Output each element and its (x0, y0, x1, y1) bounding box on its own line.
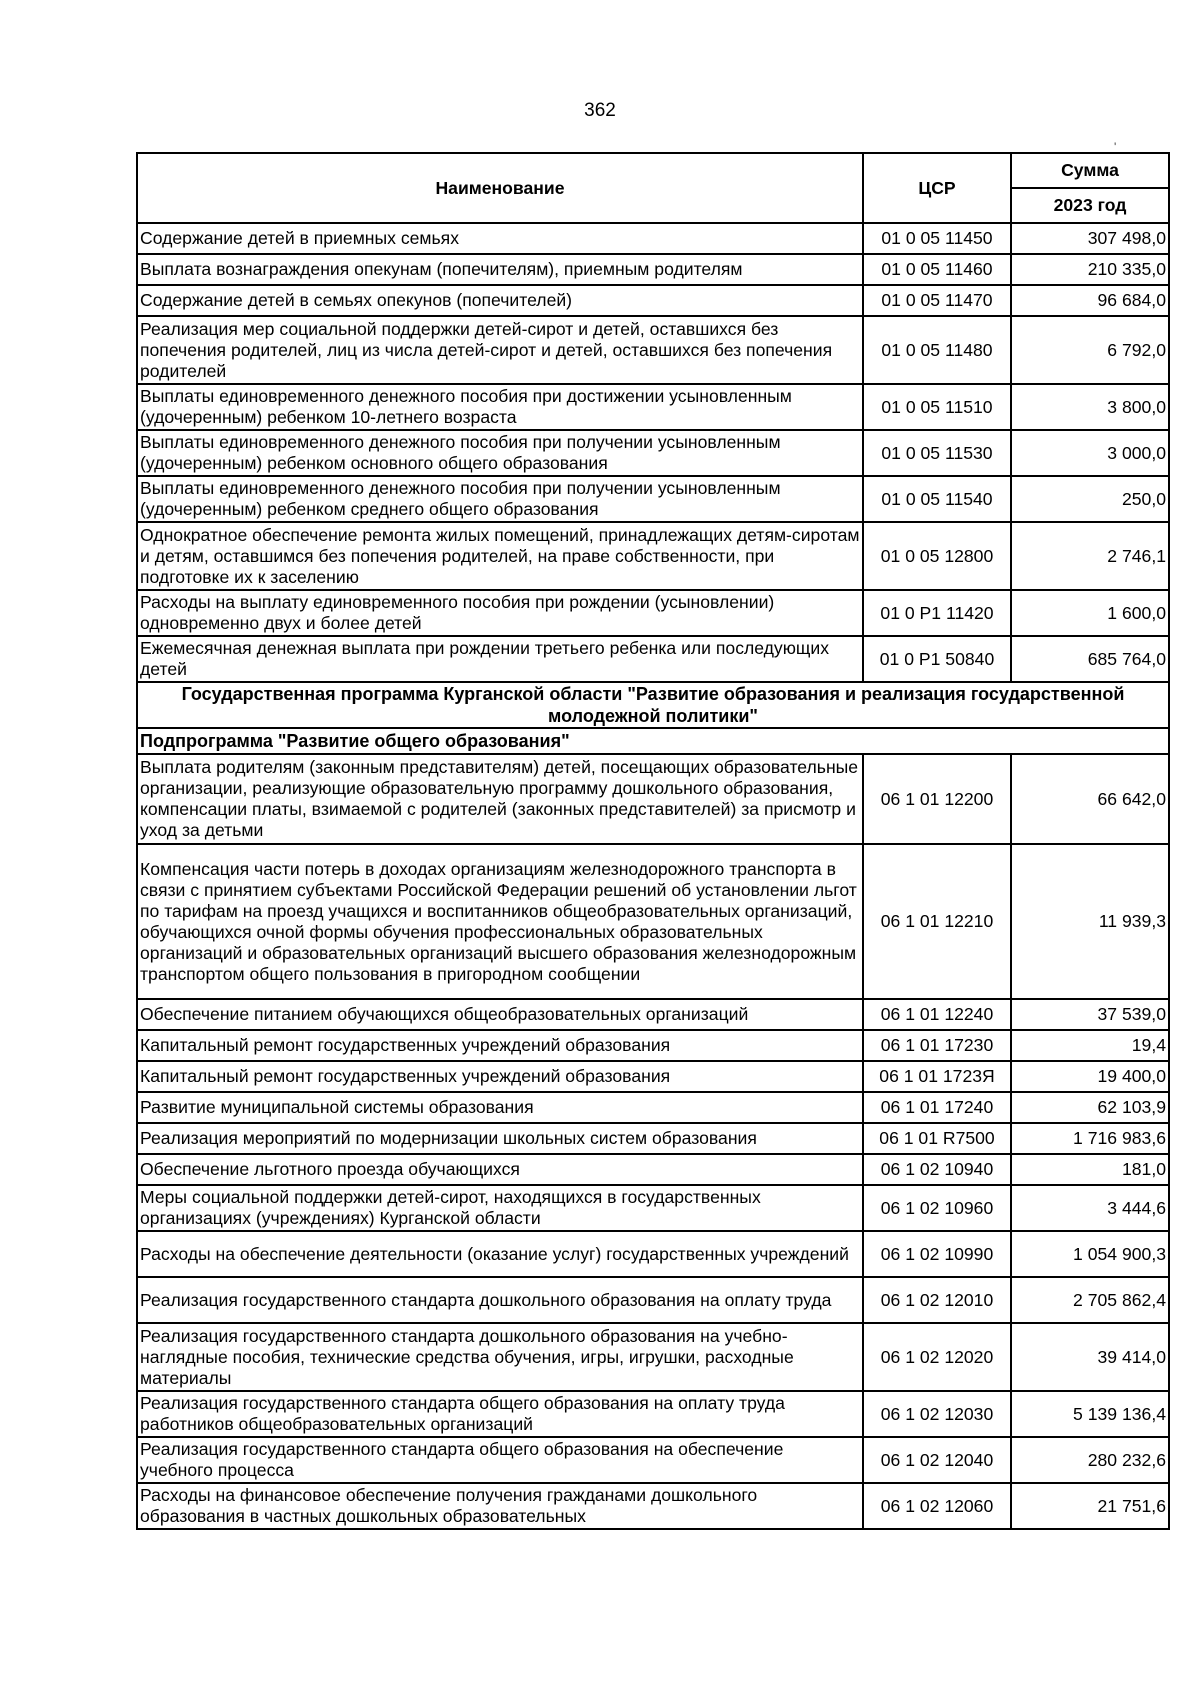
row-code: 06 1 01 17230 (863, 1030, 1011, 1061)
header-sum: Сумма (1011, 153, 1169, 188)
table-row (137, 1483, 1169, 1529)
table-row (137, 522, 1169, 590)
row-sum: 21 751,6 (1011, 1483, 1169, 1529)
table-row (137, 476, 1169, 522)
table-row (137, 1030, 1169, 1061)
row-sum: 250,0 (1011, 476, 1169, 522)
row-code: 01 0 05 12800 (863, 522, 1011, 590)
row-code: 01 0 05 11460 (863, 254, 1011, 285)
row-code: 06 1 02 12020 (863, 1323, 1011, 1391)
row-sum: 1 716 983,6 (1011, 1123, 1169, 1154)
table-row (137, 844, 1169, 999)
row-sum: 19,4 (1011, 1030, 1169, 1061)
row-sum: 3 000,0 (1011, 430, 1169, 476)
row-sum: 62 103,9 (1011, 1092, 1169, 1123)
row-name: Реализация государственного стандарта дошкольного образования на учебно-наглядные пособия, технические средства обучения, игры, игрушки, расходные материалы (137, 1323, 863, 1391)
row-name: Реализация мероприятий по модернизации школьных систем образования (137, 1123, 863, 1154)
table-row (137, 430, 1169, 476)
row-code: 06 1 02 12040 (863, 1437, 1011, 1483)
row-sum: 210 335,0 (1011, 254, 1169, 285)
table-body (137, 223, 1169, 1529)
row-name: Реализация государственного стандарта общего образования на обеспечение учебного процесса (137, 1437, 863, 1483)
row-sum: 19 400,0 (1011, 1061, 1169, 1092)
header-code: ЦСР (863, 153, 1011, 223)
row-sum: 685 764,0 (1011, 636, 1169, 682)
header-name: Наименование (137, 153, 863, 223)
row-name: Однократное обеспечение ремонта жилых помещений, принадлежащих детям-сиротам и детям, оставшимся без попечения родителей, на праве собственности, при подготовке их к заселению (137, 522, 863, 590)
row-code: 06 1 01 R7500 (863, 1123, 1011, 1154)
table-row (137, 1437, 1169, 1483)
table-row (137, 1277, 1169, 1323)
row-sum: 39 414,0 (1011, 1323, 1169, 1391)
row-name: Обеспечение льготного проезда обучающихся (137, 1154, 863, 1185)
row-name: Развитие муниципальной системы образования (137, 1092, 863, 1123)
row-code: 06 1 02 12010 (863, 1277, 1011, 1323)
table-row (137, 384, 1169, 430)
table-row (137, 999, 1169, 1030)
table-row (137, 1231, 1169, 1277)
row-sum: 3 444,6 (1011, 1185, 1169, 1231)
row-code: 01 0 05 11530 (863, 430, 1011, 476)
row-sum: 181,0 (1011, 1154, 1169, 1185)
row-name: Выплаты единовременного денежного пособия при достижении усыновленным (удочеренным) ребенком 10-летнего возраста (137, 384, 863, 430)
row-name: Компенсация части потерь в доходах организациям железнодорожного транспорта в связи с принятием субъектами Российской Федерации решений об установлении льгот по тарифам на проезд учащихся и воспитанников общеобразовательных организаций, обучающихся очной формы обучения профессиональных образовательных организаций и образовательных организаций высшего образования железнодорожным транспортом общего пользования в пригородном сообщении (137, 844, 863, 999)
row-code: 06 1 02 10940 (863, 1154, 1011, 1185)
row-code: 06 1 01 17240 (863, 1092, 1011, 1123)
row-code: 01 0 05 11450 (863, 223, 1011, 254)
table-row (137, 316, 1169, 384)
row-name: Ежемесячная денежная выплата при рождении третьего ребенка или последующих детей (137, 636, 863, 682)
row-sum: 66 642,0 (1011, 754, 1169, 844)
program-row (137, 682, 1169, 728)
row-sum: 2 746,1 (1011, 522, 1169, 590)
row-name: Расходы на выплату единовременного пособия при рождении (усыновлении) одновременно двух и более детей (137, 590, 863, 636)
row-sum: 2 705 862,4 (1011, 1277, 1169, 1323)
row-name: Капитальный ремонт государственных учреждений образования (137, 1061, 863, 1092)
row-code: 06 1 01 12200 (863, 754, 1011, 844)
program-title: Государственная программа Курганской области "Развитие образования и реализация государственной молодежной политики" (137, 682, 1169, 728)
row-name: Выплаты единовременного денежного пособия при получении усыновленным (удочеренным) ребенком среднего общего образования (137, 476, 863, 522)
row-sum: 11 939,3 (1011, 844, 1169, 999)
table-row (137, 285, 1169, 316)
subprogram-title: Подпрограмма "Развитие общего образования" (137, 728, 1169, 754)
budget-table (136, 152, 1170, 1530)
table-row (137, 1323, 1169, 1391)
row-name: Капитальный ремонт государственных учреждений образования (137, 1030, 863, 1061)
row-code: 06 1 02 10990 (863, 1231, 1011, 1277)
row-sum: 5 139 136,4 (1011, 1391, 1169, 1437)
row-sum: 307 498,0 (1011, 223, 1169, 254)
row-code: 06 1 02 10960 (863, 1185, 1011, 1231)
subprogram-row (137, 728, 1169, 754)
row-code: 01 0 05 11540 (863, 476, 1011, 522)
corner-mark: ' (1114, 140, 1117, 154)
row-name: Выплаты единовременного денежного пособия при получении усыновленным (удочеренным) ребенком основного общего образования (137, 430, 863, 476)
table-row (137, 254, 1169, 285)
table-row (137, 1154, 1169, 1185)
table-row (137, 1092, 1169, 1123)
row-code: 01 0 05 11470 (863, 285, 1011, 316)
row-code: 06 1 02 12030 (863, 1391, 1011, 1437)
table-row (137, 1061, 1169, 1092)
row-code: 01 0 05 11480 (863, 316, 1011, 384)
row-name: Расходы на финансовое обеспечение получения гражданами дошкольного образования в частных дошкольных образовательных (137, 1483, 863, 1529)
row-sum: 1 600,0 (1011, 590, 1169, 636)
row-name: Выплата родителям (законным представителям) детей, посещающих образовательные организации, реализующие образовательную программу дошкольного образования, компенсации платы, взимаемой с родителей (законных представителей) за присмотр и уход за детьми (137, 754, 863, 844)
row-name: Содержание детей в семьях опекунов (попечителей) (137, 285, 863, 316)
row-sum: 96 684,0 (1011, 285, 1169, 316)
table-row (137, 223, 1169, 254)
row-name: Реализация государственного стандарта общего образования на оплату труда работников общеобразовательных организаций (137, 1391, 863, 1437)
table-row (137, 1185, 1169, 1231)
row-sum: 37 539,0 (1011, 999, 1169, 1030)
row-name: Расходы на обеспечение деятельности (оказание услуг) государственных учреждений (137, 1231, 863, 1277)
row-code: 06 1 01 1723Я (863, 1061, 1011, 1092)
table-row (137, 636, 1169, 682)
row-sum: 6 792,0 (1011, 316, 1169, 384)
row-code: 06 1 01 12240 (863, 999, 1011, 1030)
row-sum: 3 800,0 (1011, 384, 1169, 430)
row-code: 01 0 P1 11420 (863, 590, 1011, 636)
row-sum: 280 232,6 (1011, 1437, 1169, 1483)
row-code: 06 1 01 12210 (863, 844, 1011, 999)
table-row (137, 590, 1169, 636)
row-name: Реализация государственного стандарта дошкольного образования на оплату труда (137, 1277, 863, 1323)
row-code: 01 0 05 11510 (863, 384, 1011, 430)
row-name: Реализация мер социальной поддержки детей-сирот и детей, оставшихся без попечения родителей, лиц из числа детей-сирот и детей, оставшихся без попечения родителей (137, 316, 863, 384)
row-name: Меры социальной поддержки детей-сирот, находящихся в государственных организациях (учреждениях) Курганской области (137, 1185, 863, 1231)
row-name: Обеспечение питанием обучающихся общеобразовательных организаций (137, 999, 863, 1030)
page-number: 362 (584, 100, 616, 121)
table-row (137, 1391, 1169, 1437)
table-row (137, 1123, 1169, 1154)
row-name: Содержание детей в приемных семьях (137, 223, 863, 254)
header-year: 2023 год (1011, 188, 1169, 223)
row-code: 01 0 P1 50840 (863, 636, 1011, 682)
row-name: Выплата вознаграждения опекунам (попечителям), приемным родителям (137, 254, 863, 285)
table-row (137, 754, 1169, 844)
row-sum: 1 054 900,3 (1011, 1231, 1169, 1277)
row-code: 06 1 02 12060 (863, 1483, 1011, 1529)
